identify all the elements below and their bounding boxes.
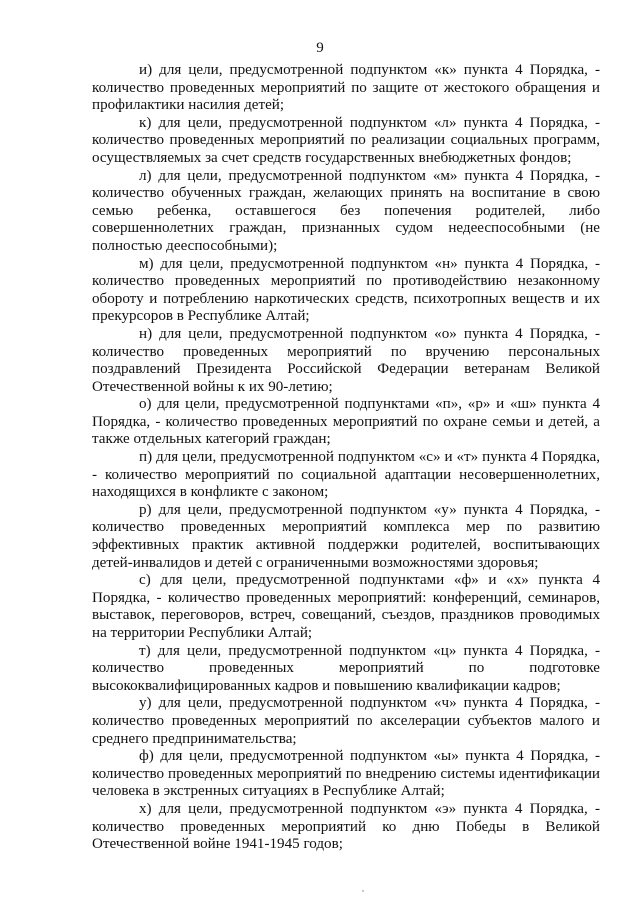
paragraph-p: п) для цели, предусмотренной подпунктом «с» и «т» пункта 4 Порядка, - количество мероприятий по социальной адаптации несовершеннолетних, находящихся в конфликте с законом; xyxy=(92,449,600,501)
paragraph-k: к) для цели, предусмотренной подпунктом «л» пункта 4 Порядка, - количество проведенных мероприятий по реализации социальных программ, осуществляемых за счет средств государственных внебюджетных фондов; xyxy=(92,114,600,166)
paragraph-s: с) для цели, предусмотренной подпунктами «ф» и «х» пункта 4 Порядка, - количество проведенных мероприятий: конференций, семинаров, выставок, переговоров, встреч, совещаний, съездов, праздников проводимых на территории Республики Алтай; xyxy=(92,572,600,641)
paragraph-f: ф) для цели, предусмотренной подпунктом «ы» пункта 4 Порядка, - количество проведенных мероприятий по внедрению системы идентификации человека в экстренных ситуациях в Республике Алтай; xyxy=(92,748,600,800)
paragraph-m: м) для цели, предусмотренной подпунктом «н» пункта 4 Порядка, - количество проведенных мероприятий по противодействию незаконному обороту и потреблению наркотических средств, психотропных веществ и их прекурсоров в Республике Алтай; xyxy=(92,255,600,325)
paragraph-u: у) для цели, предусмотренной подпунктом «ч» пункта 4 Порядка, - количество проведенных мероприятий по акселерации субъектов малого и среднего предпринимательства; xyxy=(92,695,600,747)
paragraph-kh: х) для цели, предусмотренной подпунктом «э» пункта 4 Порядка, - количество проведенных мероприятий ко дню Победы в Великой Отечественной войне 1941-1945 годов; xyxy=(92,800,600,853)
paragraph-i: и) для цели, предусмотренной подпунктом «к» пункта 4 Порядка, - количество проведенных мероприятий по защите от жестокого обращения и профилактики насилия детей; xyxy=(92,62,600,114)
paragraph-t: т) для цели, предусмотренной подпунктом «ц» пункта 4 Порядка, - количество проведенных мероприятий по подготовке высококвалифицированных кадров и повышению квалификации кадров; xyxy=(92,642,600,694)
document-body xyxy=(92,62,600,854)
paragraph-r: р) для цели, предусмотренной подпунктом «у» пункта 4 Порядка, - количество проведенных мероприятий комплекса мер по развитию эффективных практик активной поддержки родителей, воспитывающих детей-инвалидов и детей с ограниченными возможностями здоровья; xyxy=(92,501,600,571)
scan-speck xyxy=(362,890,364,892)
paragraph-o: о) для цели, предусмотренной подпунктами «п», «р» и «ш» пункта 4 Порядка, - количество проведенных мероприятий по охране семьи и детей, а также отдельных категорий граждан; xyxy=(92,396,600,448)
paragraph-l: л) для цели, предусмотренной подпунктом «м» пункта 4 Порядка, - количество обученных граждан, желающих принять на воспитание в свою семью ребенка, оставшегося без попечения родителей, либо совершеннолетних граждан, признанных судом недееспособными (не полностью дееспособными); xyxy=(92,167,600,254)
paragraph-n: н) для цели, предусмотренной подпунктом «о» пункта 4 Порядка, - количество проведенных мероприятий по вручению персональных поздравлений Президента Российской Федерации ветеранам Великой Отечественной войны к их 90-летию; xyxy=(92,325,600,395)
page-number: 9 xyxy=(316,40,324,56)
